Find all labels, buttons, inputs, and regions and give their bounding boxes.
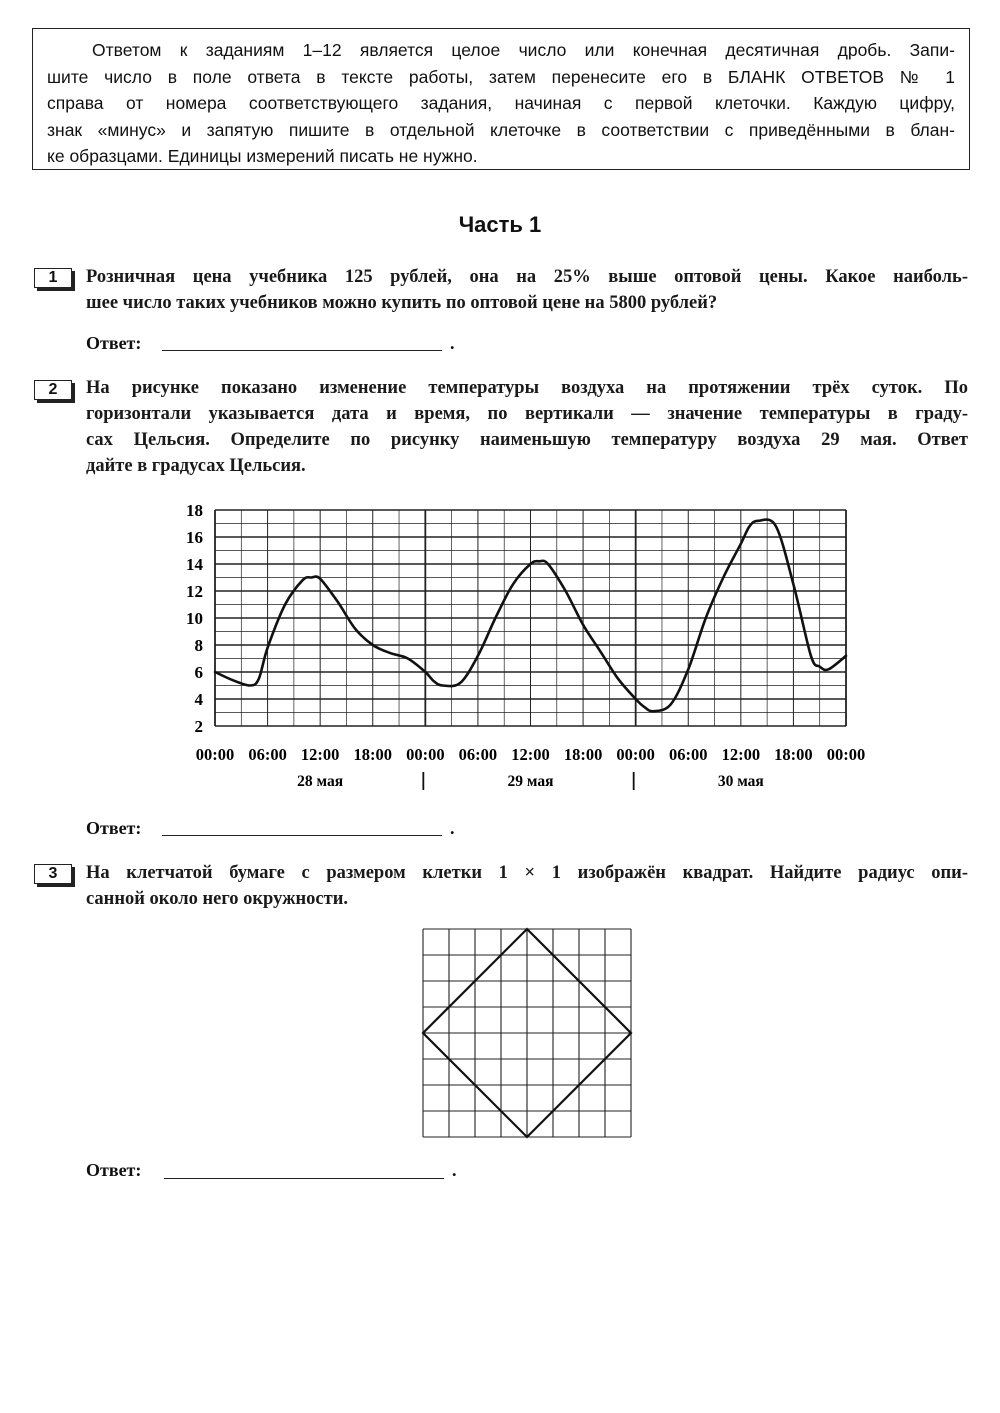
chart-grid bbox=[215, 510, 846, 726]
task-1-text bbox=[86, 264, 968, 316]
answer-field-3[interactable] bbox=[164, 1178, 444, 1179]
chart-x-tick-labels bbox=[196, 745, 866, 764]
instructions-line: Ответом к заданиям 1–12 является целое число или конечная десятичная дробь. Запи- bbox=[92, 40, 955, 60]
task-1-line: Розничная цена учебника 125 рублей, она на 25% выше оптовой цены. Какое наиболь- bbox=[86, 267, 968, 287]
answer-dot-3: . bbox=[452, 1160, 457, 1180]
x-tick-label: 06:00 bbox=[669, 745, 708, 764]
checkered-grid-figure bbox=[420, 926, 634, 1140]
task-2-line: сах Цельсия. Определите по рисунку наименьшую температуру воздуха 29 мая. Ответ bbox=[86, 430, 968, 450]
day-label: 29 мая bbox=[507, 773, 554, 790]
y-tick-label: 14 bbox=[186, 555, 203, 574]
y-tick-label: 10 bbox=[186, 609, 203, 628]
answer-label-1: Ответ: bbox=[86, 333, 142, 353]
chart-y-tick-labels bbox=[186, 501, 204, 736]
x-tick-label: 18:00 bbox=[774, 745, 813, 764]
instructions-line: знак «минус» и запятую пишите в отдельной клеточке в соответствии с приведёнными в блан- bbox=[47, 119, 955, 140]
task-number-3: 3 bbox=[34, 864, 72, 884]
temperature-chart bbox=[0, 490, 1000, 810]
day-label: 28 мая bbox=[297, 773, 344, 790]
task-1-line: шее число таких учебников можно купить по оптовой цене на 5800 рублей? bbox=[86, 293, 718, 313]
task-2-line: дайте в градусах Цельсия. bbox=[86, 456, 306, 476]
task-2-line: На рисунке показано изменение температуры воздуха на протяжении трёх суток. По bbox=[86, 378, 968, 398]
grid-lines bbox=[423, 929, 631, 1137]
x-tick-label: 00:00 bbox=[195, 745, 235, 764]
task-number-1: 1 bbox=[34, 268, 72, 288]
x-tick-label: 12:00 bbox=[300, 745, 340, 764]
y-tick-label: 12 bbox=[186, 582, 203, 601]
y-tick-label: 4 bbox=[194, 690, 203, 709]
answer-field-1[interactable] bbox=[162, 350, 442, 351]
x-tick-label: 00:00 bbox=[406, 745, 445, 764]
y-tick-label: 2 bbox=[194, 717, 203, 736]
day-label: 30 мая bbox=[717, 773, 764, 790]
task-2-line: горизонтали указывается дата и время, по вертикали — значение температуры в граду- bbox=[86, 404, 968, 424]
task-3-line: На клетчатой бумаге с размером клетки 1 × 1 изображён квадрат. Найдите радиус опи- bbox=[86, 863, 968, 883]
x-tick-label: 12:00 bbox=[511, 745, 550, 764]
y-tick-label: 16 bbox=[186, 528, 203, 547]
answer-label-2: Ответ: bbox=[86, 818, 142, 838]
y-tick-label: 18 bbox=[186, 501, 203, 520]
task-3-text bbox=[86, 860, 968, 912]
instructions-line: ке образцами. Единицы измерений писать не нужно. bbox=[47, 146, 478, 166]
x-tick-label: 18:00 bbox=[353, 745, 392, 764]
x-tick-label: 18:00 bbox=[563, 745, 603, 764]
chart-day-labels bbox=[297, 772, 764, 790]
answer-dot-1: . bbox=[450, 333, 455, 353]
answer-dot-2: . bbox=[450, 818, 455, 838]
y-tick-label: 6 bbox=[194, 663, 203, 682]
x-tick-label: 06:00 bbox=[458, 745, 498, 764]
x-tick-label: 00:00 bbox=[826, 745, 866, 764]
task-number-2: 2 bbox=[34, 380, 72, 400]
instructions-line: справа от номера соответствующего задания, начиная с первой клеточки. Каждую цифру, bbox=[47, 93, 955, 113]
x-tick-label: 00:00 bbox=[616, 745, 655, 764]
y-tick-label: 8 bbox=[194, 636, 203, 655]
task-3-line: санной около него окружности. bbox=[86, 889, 349, 909]
part-title: Часть 1 bbox=[458, 212, 542, 237]
answer-label-3: Ответ: bbox=[86, 1160, 142, 1180]
task-2-text bbox=[86, 375, 968, 479]
x-tick-label: 12:00 bbox=[721, 745, 761, 764]
x-tick-label: 06:00 bbox=[248, 745, 287, 764]
instructions-box bbox=[32, 28, 970, 170]
answer-field-2[interactable] bbox=[162, 835, 442, 836]
instructions-line: шите число в поле ответа в тексте работы, затем перенесите его в БЛАНК ОТВЕТОВ № 1 bbox=[47, 66, 955, 87]
